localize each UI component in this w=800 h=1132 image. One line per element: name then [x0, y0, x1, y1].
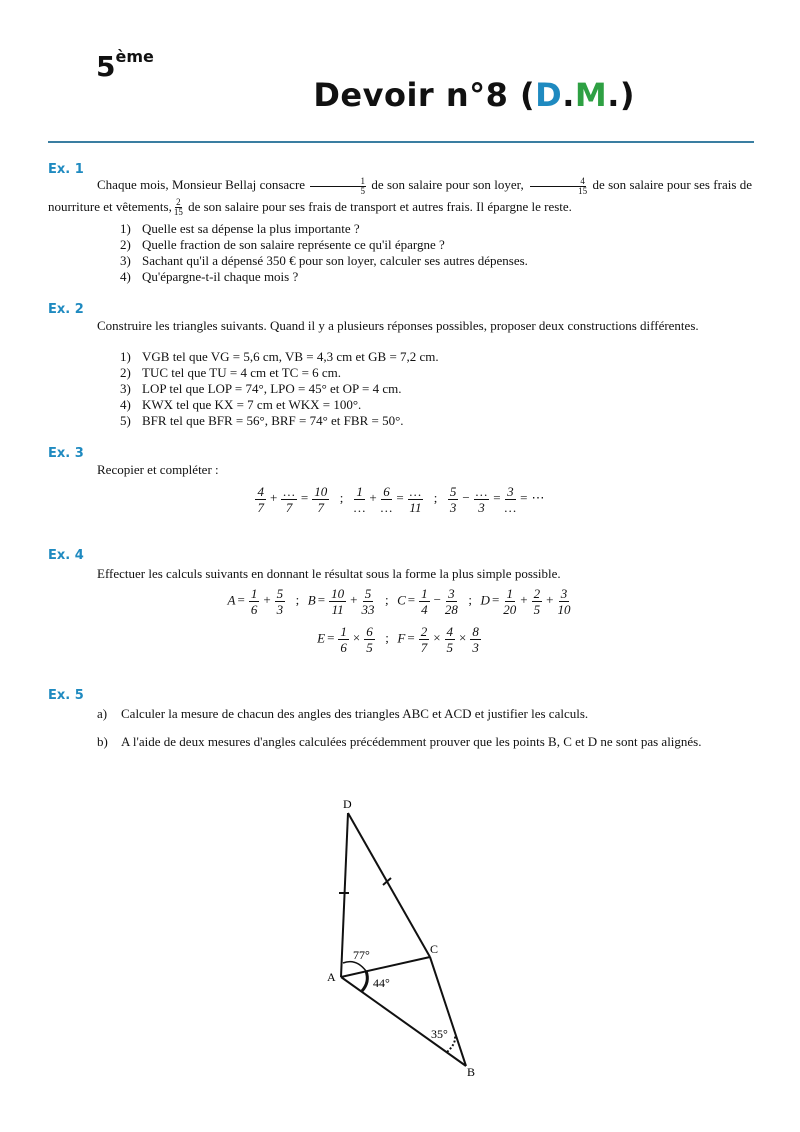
ex3-equations: $\frac{4}{7}$ + … 7 = $\frac{10}{7}$ ; 1 … + 6 … = … 11 ; $\frac{5}{3}$ − … 3 = 3 … = ⋯	[257, 484, 545, 515]
frac-num: 1	[310, 177, 366, 187]
ex2-label: Ex. 2	[48, 302, 84, 317]
point-label-a: A	[327, 970, 336, 984]
segment-ab	[341, 977, 466, 1066]
item-number: 1)	[120, 221, 131, 236]
segment-dc	[348, 813, 430, 957]
point-label-d: D	[343, 797, 352, 811]
ex4-label: Ex. 4	[48, 548, 84, 563]
angle-arc-cab	[362, 971, 367, 991]
ex1-label: Ex. 1	[48, 162, 84, 177]
item-text: KWX tel que KX = 7 cm et WKX = 100°.	[142, 397, 362, 412]
item-text: Quelle fraction de son salaire représente ce qu'il épargne ?	[142, 237, 445, 252]
item-number: 4)	[120, 269, 131, 284]
segment-ad	[341, 813, 348, 977]
ex3-label: Ex. 3	[48, 446, 84, 461]
ex1-text-3: de son salaire pour ses frais de	[592, 177, 753, 192]
ex4-equations-row1: A = $\frac{1}{6}$ + $\frac{5}{3}$ ; B = $\frac{10}{11}$ + $\frac{5}{33}$ ; C = $\frac{1}{4}$ − $\frac{3}{28}$ ; D = $\frac{1}{20}$ + $\frac{2}{5}$ + $\frac{3}{10}$	[227, 586, 571, 617]
item-text: Qu'épargne-t-il chaque mois ?	[142, 269, 299, 284]
tick-dc	[383, 878, 391, 885]
angle-label-b: 35°	[431, 1027, 448, 1041]
frac-den: 15	[173, 207, 183, 218]
title-suffix: )	[619, 76, 635, 114]
item-text: A l'aide de deux mesures d'angles calculées précédemment prouver que les points B, C et D ne sont pas alignés.	[121, 734, 702, 749]
item-number: 2)	[120, 365, 131, 380]
frac-num: 4	[530, 177, 586, 187]
ex1-text-1: Chaque mois, Monsieur Bellaj consacre	[97, 177, 306, 192]
item-text: BFR tel que BFR = 56°, BRF = 74° et FBR = 50°.	[142, 413, 404, 428]
item-text: Sachant qu'il a dépensé 350 € pour son loyer, calculer ses autres dépenses.	[142, 253, 528, 268]
ex1-text-2: de son salaire pour son loyer,	[371, 177, 524, 192]
item-text: Calculer la mesure de chacun des angles des triangles ABC et ACD et justifier les calculs.	[121, 706, 589, 721]
ex4-intro: Effectuer les calculs suivants en donnant le résultat sous la forme la plus simple possible.	[97, 566, 561, 581]
grade-number: 5	[96, 50, 116, 83]
item-text: TUC tel que TU = 4 cm et TC = 6 cm.	[142, 365, 342, 380]
title-d: D	[535, 76, 563, 114]
frac-den: 5	[360, 185, 365, 196]
item-number: 3)	[120, 253, 131, 268]
angle-arc-dac	[343, 962, 366, 971]
ex1-text-5: de son salaire pour ses frais de transport et autres frais. Il épargne le reste.	[188, 198, 572, 214]
angle-label-dac: 77°	[353, 948, 370, 962]
ex2-intro: Construire les triangles suivants. Quand il y a plusieurs réponses possibles, proposer deux constructions différentes.	[97, 318, 699, 333]
item-number: 2)	[120, 237, 131, 252]
frac-den: 15	[578, 185, 588, 196]
frac-num: 2	[176, 197, 181, 208]
title-dot1: .	[562, 76, 575, 114]
angle-arc-b	[447, 1036, 455, 1052]
ex1-text-4: nourriture et vêtements,	[48, 198, 172, 214]
ex4-equations-row2: E = $\frac{1}{6}$ × $\frac{6}{5}$ ; F = $\frac{2}{7}$ × $\frac{4}{5}$ × $\frac{8}{3}$	[317, 624, 479, 655]
title-prefix: Devoir n°8 (	[313, 76, 536, 114]
item-text: Quelle est sa dépense la plus importante ?	[142, 221, 360, 236]
item-text: VGB tel que VG = 5,6 cm, VB = 4,3 cm et GB = 7,2 cm.	[142, 349, 439, 364]
ex3-intro: Recopier et compléter :	[97, 462, 219, 477]
title-m: M	[574, 76, 608, 114]
item-text: LOP tel que LOP = 74°, LPO = 45° et OP = 4 cm.	[142, 381, 402, 396]
segment-cb	[430, 957, 466, 1066]
item-number: b)	[97, 734, 108, 749]
item-number: 5)	[120, 413, 131, 428]
item-number: 1)	[120, 349, 131, 364]
ex5-label: Ex. 5	[48, 688, 84, 703]
item-number: a)	[97, 706, 108, 721]
point-label-c: C	[430, 942, 439, 956]
title-dot2: .	[607, 76, 620, 114]
point-label-b: B	[467, 1065, 476, 1079]
grade-superscript: ème	[115, 46, 154, 66]
angle-label-cab: 44°	[373, 976, 390, 990]
item-number: 4)	[120, 397, 131, 412]
item-number: 3)	[120, 381, 131, 396]
